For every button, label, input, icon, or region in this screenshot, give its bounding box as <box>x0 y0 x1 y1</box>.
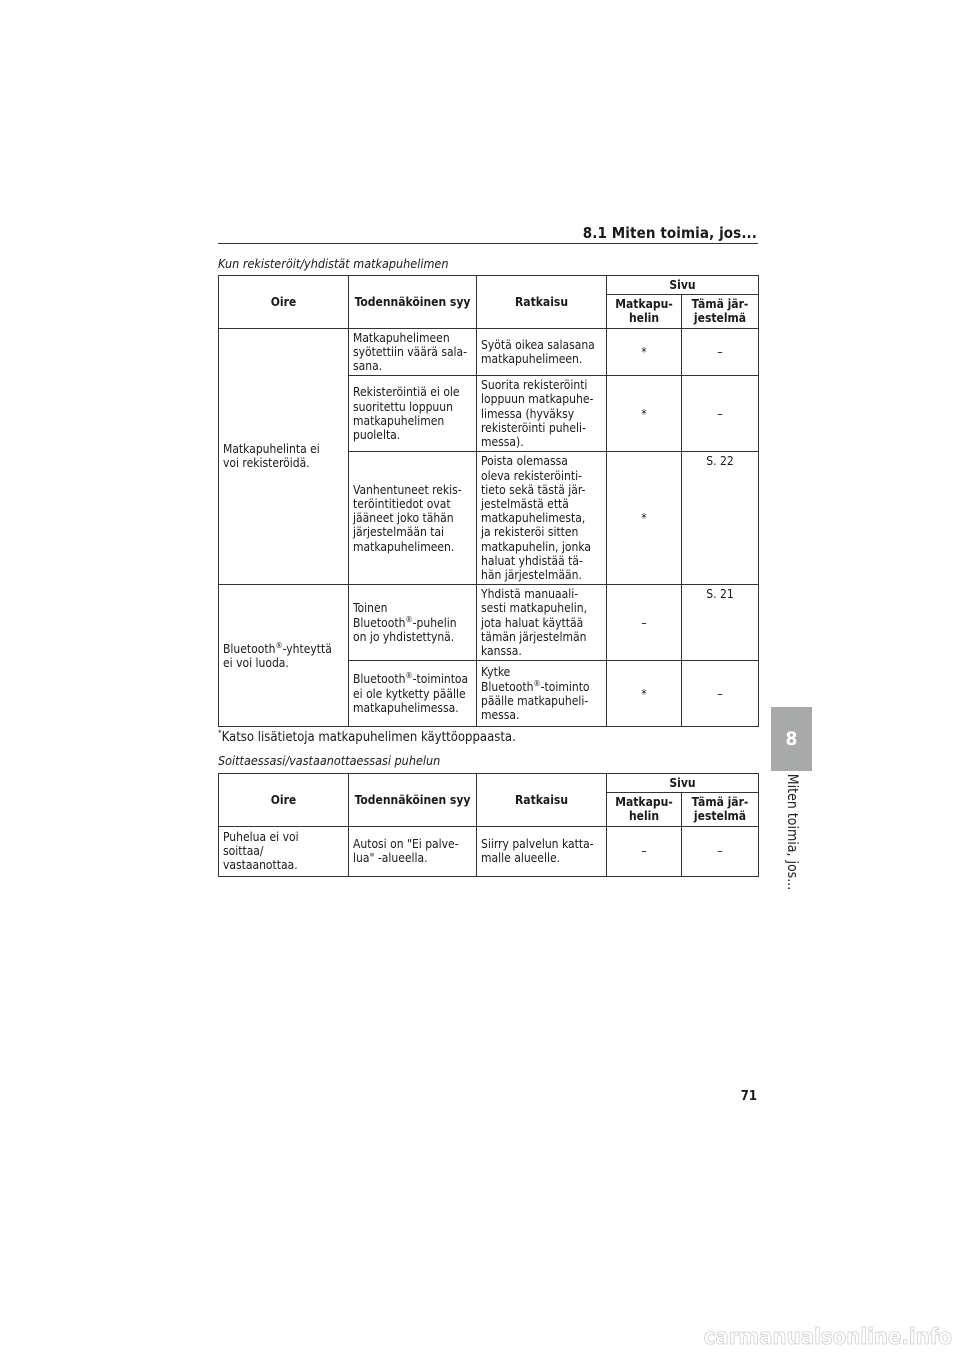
cause-cell: Toinen Bluetooth®-puhelin on jo yhdistettynä. <box>349 585 477 661</box>
column-header-jarjestelma: Tämä jär- jestelmä <box>682 793 759 826</box>
phone-page-cell: – <box>607 585 682 661</box>
column-header-ratkaisu: Ratkaisu <box>477 276 607 329</box>
cause-cell: Rekisteröintiä ei ole suoritettu loppuun matkapuhelimen puolelta. <box>349 376 477 452</box>
phone-page-cell: – <box>607 826 682 876</box>
column-header-ratkaisu: Ratkaisu <box>477 774 607 827</box>
system-page-cell: – <box>682 661 759 727</box>
system-page-cell: – <box>682 826 759 876</box>
column-header-oire: Oire <box>219 774 349 827</box>
system-page-cell: – <box>682 376 759 452</box>
chapter-tab: 8 <box>771 707 812 771</box>
cause-cell: Bluetooth®-toimintoa ei ole kytketty päälle matkapuhelimessa. <box>349 661 477 727</box>
system-page-cell: S. 21 <box>682 585 759 661</box>
solution-cell: Kytke Bluetooth®-toiminto päälle matkapuheli- messa. <box>477 661 607 727</box>
solution-cell: Syötä oikea salasana matkapuhelimeen. <box>477 328 607 376</box>
header-divider <box>218 243 758 244</box>
table-row <box>219 328 759 376</box>
system-page-cell: – <box>682 328 759 376</box>
solution-cell: Yhdistä manuaali- sesti matkapuhelin, jota haluat käyttää tämän järjestelmän kanssa. <box>477 585 607 661</box>
table-row <box>219 585 759 661</box>
symptom-cell: Matkapuhelinta ei voi rekisteröidä. <box>219 328 349 585</box>
solution-cell: Suorita rekisteröinti loppuun matkapuhe- limessa (hyväksy rekisteröinti puheli- messa). <box>477 376 607 452</box>
section-title-registration: Kun rekisteröit/yhdistät matkapuhelimen <box>218 256 449 271</box>
cause-cell: Matkapuhelimeen syötettiin väärä sala- sana. <box>349 328 477 376</box>
table-row <box>219 826 759 876</box>
phone-page-cell: * <box>607 376 682 452</box>
symptom-cell: Bluetooth®-yhteyttä ei voi luoda. <box>219 585 349 727</box>
column-header-sivu: Sivu <box>607 276 759 295</box>
solution-cell: Siirry palvelun katta- malle alueelle. <box>477 826 607 876</box>
registration-troubleshooting-table <box>218 275 759 727</box>
column-header-syy: Todennäköinen syy <box>349 276 477 329</box>
column-header-syy: Todennäköinen syy <box>349 774 477 827</box>
footnote: *Katso lisätietoja matkapuhelimen käyttöoppaasta. <box>218 728 516 745</box>
column-header-matkapuhelin: Matkapu- helin <box>607 793 682 826</box>
section-title-calls: Soittaessasi/vastaanottaessasi puhelun <box>218 753 441 768</box>
phone-page-cell: * <box>607 661 682 727</box>
svg-text:carmanualsonline.info: carmanualsonline.info <box>703 1325 952 1350</box>
chapter-tab-label: Miten toimia, jos... <box>784 773 800 891</box>
solution-cell: Poista olemassa oleva rekisteröinti- tieto sekä tästä jär- jestelmästä että matkapuhelimesta, ja rekisteröi sitten matkapuhelin, jonka haluat yhdistää tä- hän järjestelmään. <box>477 452 607 585</box>
cause-cell: Vanhentuneet rekis- teröintitiedot ovat jääneet joko tähän järjestelmään tai matkapuhelimeen. <box>349 452 477 585</box>
page-number: 71 <box>740 1089 757 1104</box>
symptom-cell: Puhelua ei voi soittaa/ vastaanottaa. <box>219 826 349 876</box>
chapter-header-title: 8.1 Miten toimia, jos... <box>582 224 757 242</box>
calls-troubleshooting-table <box>218 773 759 877</box>
system-page-cell: S. 22 <box>682 452 759 585</box>
column-header-sivu: Sivu <box>607 774 759 793</box>
watermark-logo <box>700 1310 960 1358</box>
phone-page-cell: * <box>607 452 682 585</box>
column-header-oire: Oire <box>219 276 349 329</box>
cause-cell: Autosi on "Ei palve- lua" -alueella. <box>349 826 477 876</box>
column-header-matkapuhelin: Matkapu- helin <box>607 295 682 328</box>
column-header-jarjestelma: Tämä jär- jestelmä <box>682 295 759 328</box>
phone-page-cell: * <box>607 328 682 376</box>
